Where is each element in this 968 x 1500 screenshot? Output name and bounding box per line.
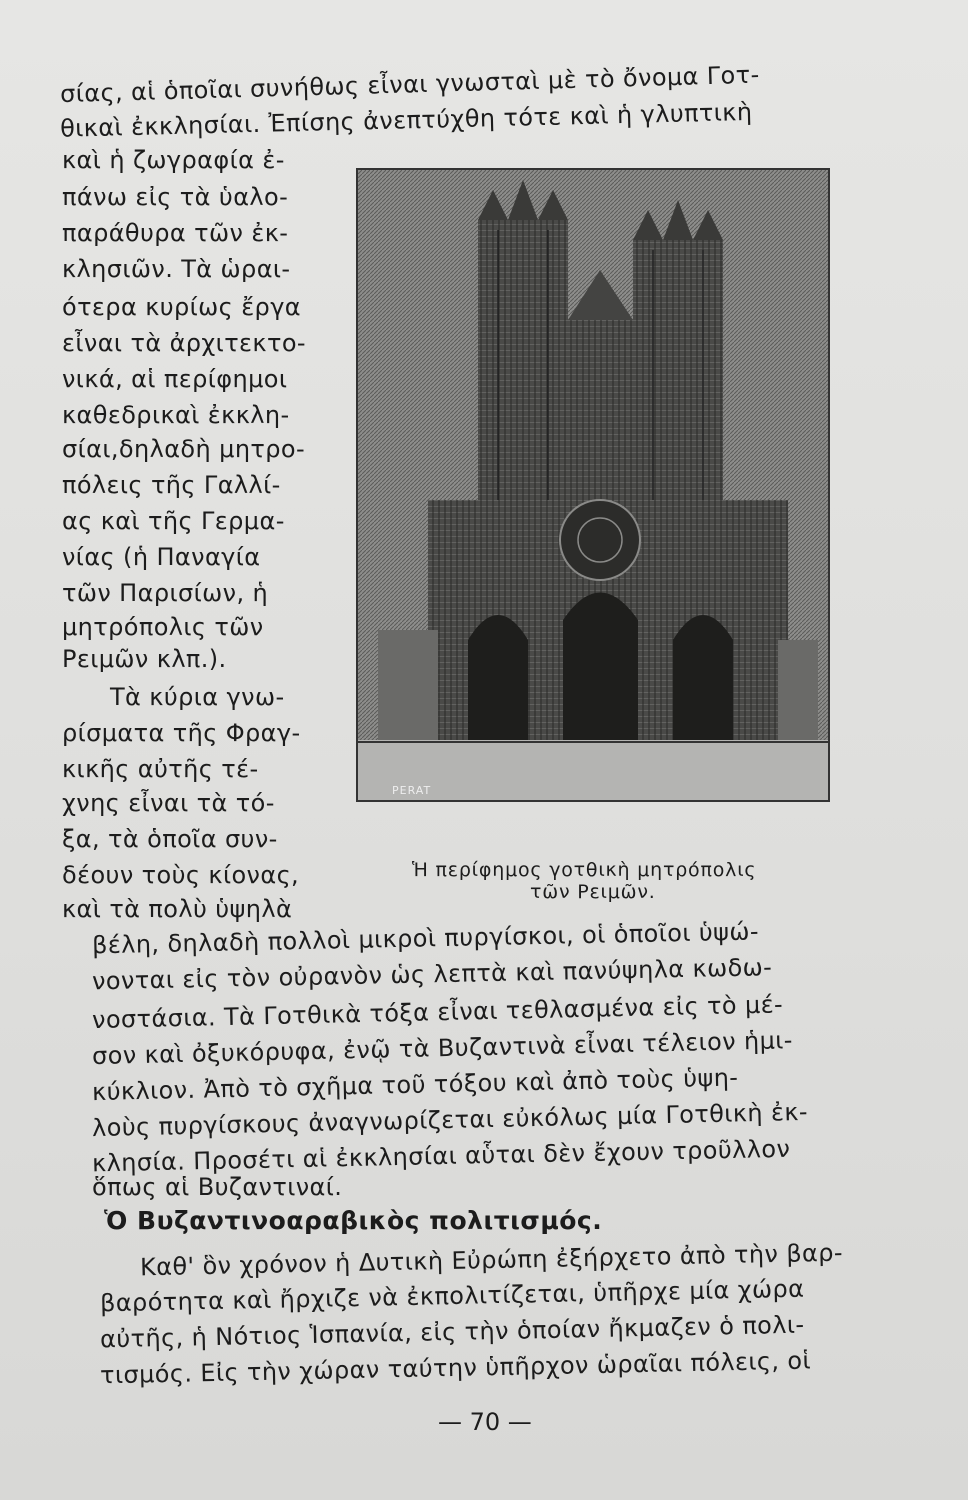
- text-line: νίας (ἡ Παναγία: [62, 543, 261, 571]
- text-line: νονται εἰς τὸν οὐρανὸν ὡς λεπτὰ καὶ πανύψηλα κωδω-: [91, 953, 773, 996]
- text-line: σίας, αἱ ὁποῖαι συνήθως εἶναι γνωσταὶ μὲ τὸ ὄνομα Γοτ-: [59, 60, 760, 109]
- text-line: λοὺς πυργίσκους ἀναγνωρίζεται εὐκόλως μία Γοτθικὴ ἐκ-: [91, 1097, 809, 1143]
- text-line: πάνω εἰς τὰ ὑαλο-: [62, 183, 289, 211]
- text-line: Καθ' ὃν χρόνον ἡ Δυτικὴ Εὐρώπη ἐξήρχετο ἀπὸ τὴν βαρ-: [139, 1238, 844, 1282]
- figure-caption: Ἡ περίφημος γοτθικὴ μητρόπολις: [412, 859, 757, 881]
- text-line: χνης εἶναι τὰ τό-: [62, 789, 275, 817]
- text-line: κύκλιον. Ἀπὸ τὸ σχῆμα τοῦ τόξου καὶ ἀπὸ τοὺς ὑψη-: [91, 1063, 739, 1107]
- text-line: νικά, αἱ περίφημοι: [62, 365, 288, 393]
- text-line: ξα, τὰ ὁποῖα συν-: [62, 825, 278, 853]
- cathedral-illustration: [358, 170, 828, 800]
- text-line: σον καὶ ὀξυκόρυφα, ἐνῷ τὰ Βυζαντινὰ εἶναι τέλειον ἡμι-: [91, 1026, 794, 1071]
- text-line: Ρειμῶν κλπ.).: [62, 645, 227, 673]
- text-line: δέουν τοὺς κίονας,: [62, 861, 300, 889]
- text-line: παράθυρα τῶν ἐκ-: [62, 219, 289, 247]
- text-line: τισμός. Εἰς τὴν χώραν ταύτην ὑπῆρχον ὡραῖαι πόλεις, οἱ: [99, 1346, 812, 1390]
- section-heading: Ὁ Βυζαντινοαραβικὸς πολιτισμός.: [104, 1206, 603, 1235]
- text-line: σίαι,δηλαδὴ μητρο-: [62, 435, 306, 463]
- text-line: καθεδρικαὶ ἐκκλη-: [62, 401, 290, 429]
- text-line: ρίσματα τῆς Φραγ-: [62, 719, 301, 747]
- text-line: κλησία. Προσέτι αἱ ἐκκλησίαι αὗται δὲν ἔχουν τροῦλλον: [91, 1134, 791, 1178]
- text-line: θικαὶ ἐκκλησίαι. Ἐπίσης ἀνεπτύχθη τότε καὶ ἡ γλυπτικὴ: [59, 97, 753, 143]
- text-line: κλησιῶν. Τὰ ὡραι-: [62, 255, 291, 283]
- text-line: αὐτῆς, ἡ Νότιος Ἱσπανία, εἰς τὴν ὁποίαν ἤκμαζεν ὁ πολι-: [99, 1310, 805, 1354]
- engraver-signature: PERAT: [392, 784, 432, 797]
- text-line: βαρότητα καὶ ἤρχιζε νὰ ἐκπολιτίζεται, ὑπῆρχε μία χώρα: [99, 1274, 805, 1318]
- cathedral-engraving: [356, 168, 830, 802]
- text-line: καὶ ἡ ζωγραφία ἐ-: [62, 146, 285, 174]
- text-line: νοστάσια. Τὰ Γοτθικὰ τόξα εἶναι τεθλασμένα εἰς τὸ μέ-: [91, 990, 784, 1035]
- text-line: πόλεις τῆς Γαλλί-: [62, 471, 281, 499]
- text-line: ότερα κυρίως ἔργα: [62, 293, 302, 321]
- text-line: τῶν Παρισίων, ἡ: [62, 579, 269, 607]
- text-line: καὶ τὰ πολὺ ὑψηλὰ: [62, 895, 293, 923]
- text-line: βέλη, δηλαδὴ πολλοὶ μικροὶ πυργίσκοι, οἱ ὁποῖοι ὑψώ-: [91, 917, 760, 960]
- figure-caption: τῶν Ρειμῶν.: [530, 881, 656, 903]
- page-number: — 70 —: [438, 1408, 532, 1436]
- text-line: κικῆς αὐτῆς τέ-: [62, 755, 259, 783]
- text-line: ας καὶ τῆς Γερμα-: [62, 507, 285, 535]
- text-line: Τὰ κύρια γνω-: [110, 683, 285, 711]
- text-line: μητρόπολις τῶν: [62, 613, 264, 641]
- text-line: ὅπως αἱ Βυζαντιναί.: [92, 1173, 343, 1201]
- text-line: εἶναι τὰ ἀρχιτεκτο-: [62, 329, 306, 357]
